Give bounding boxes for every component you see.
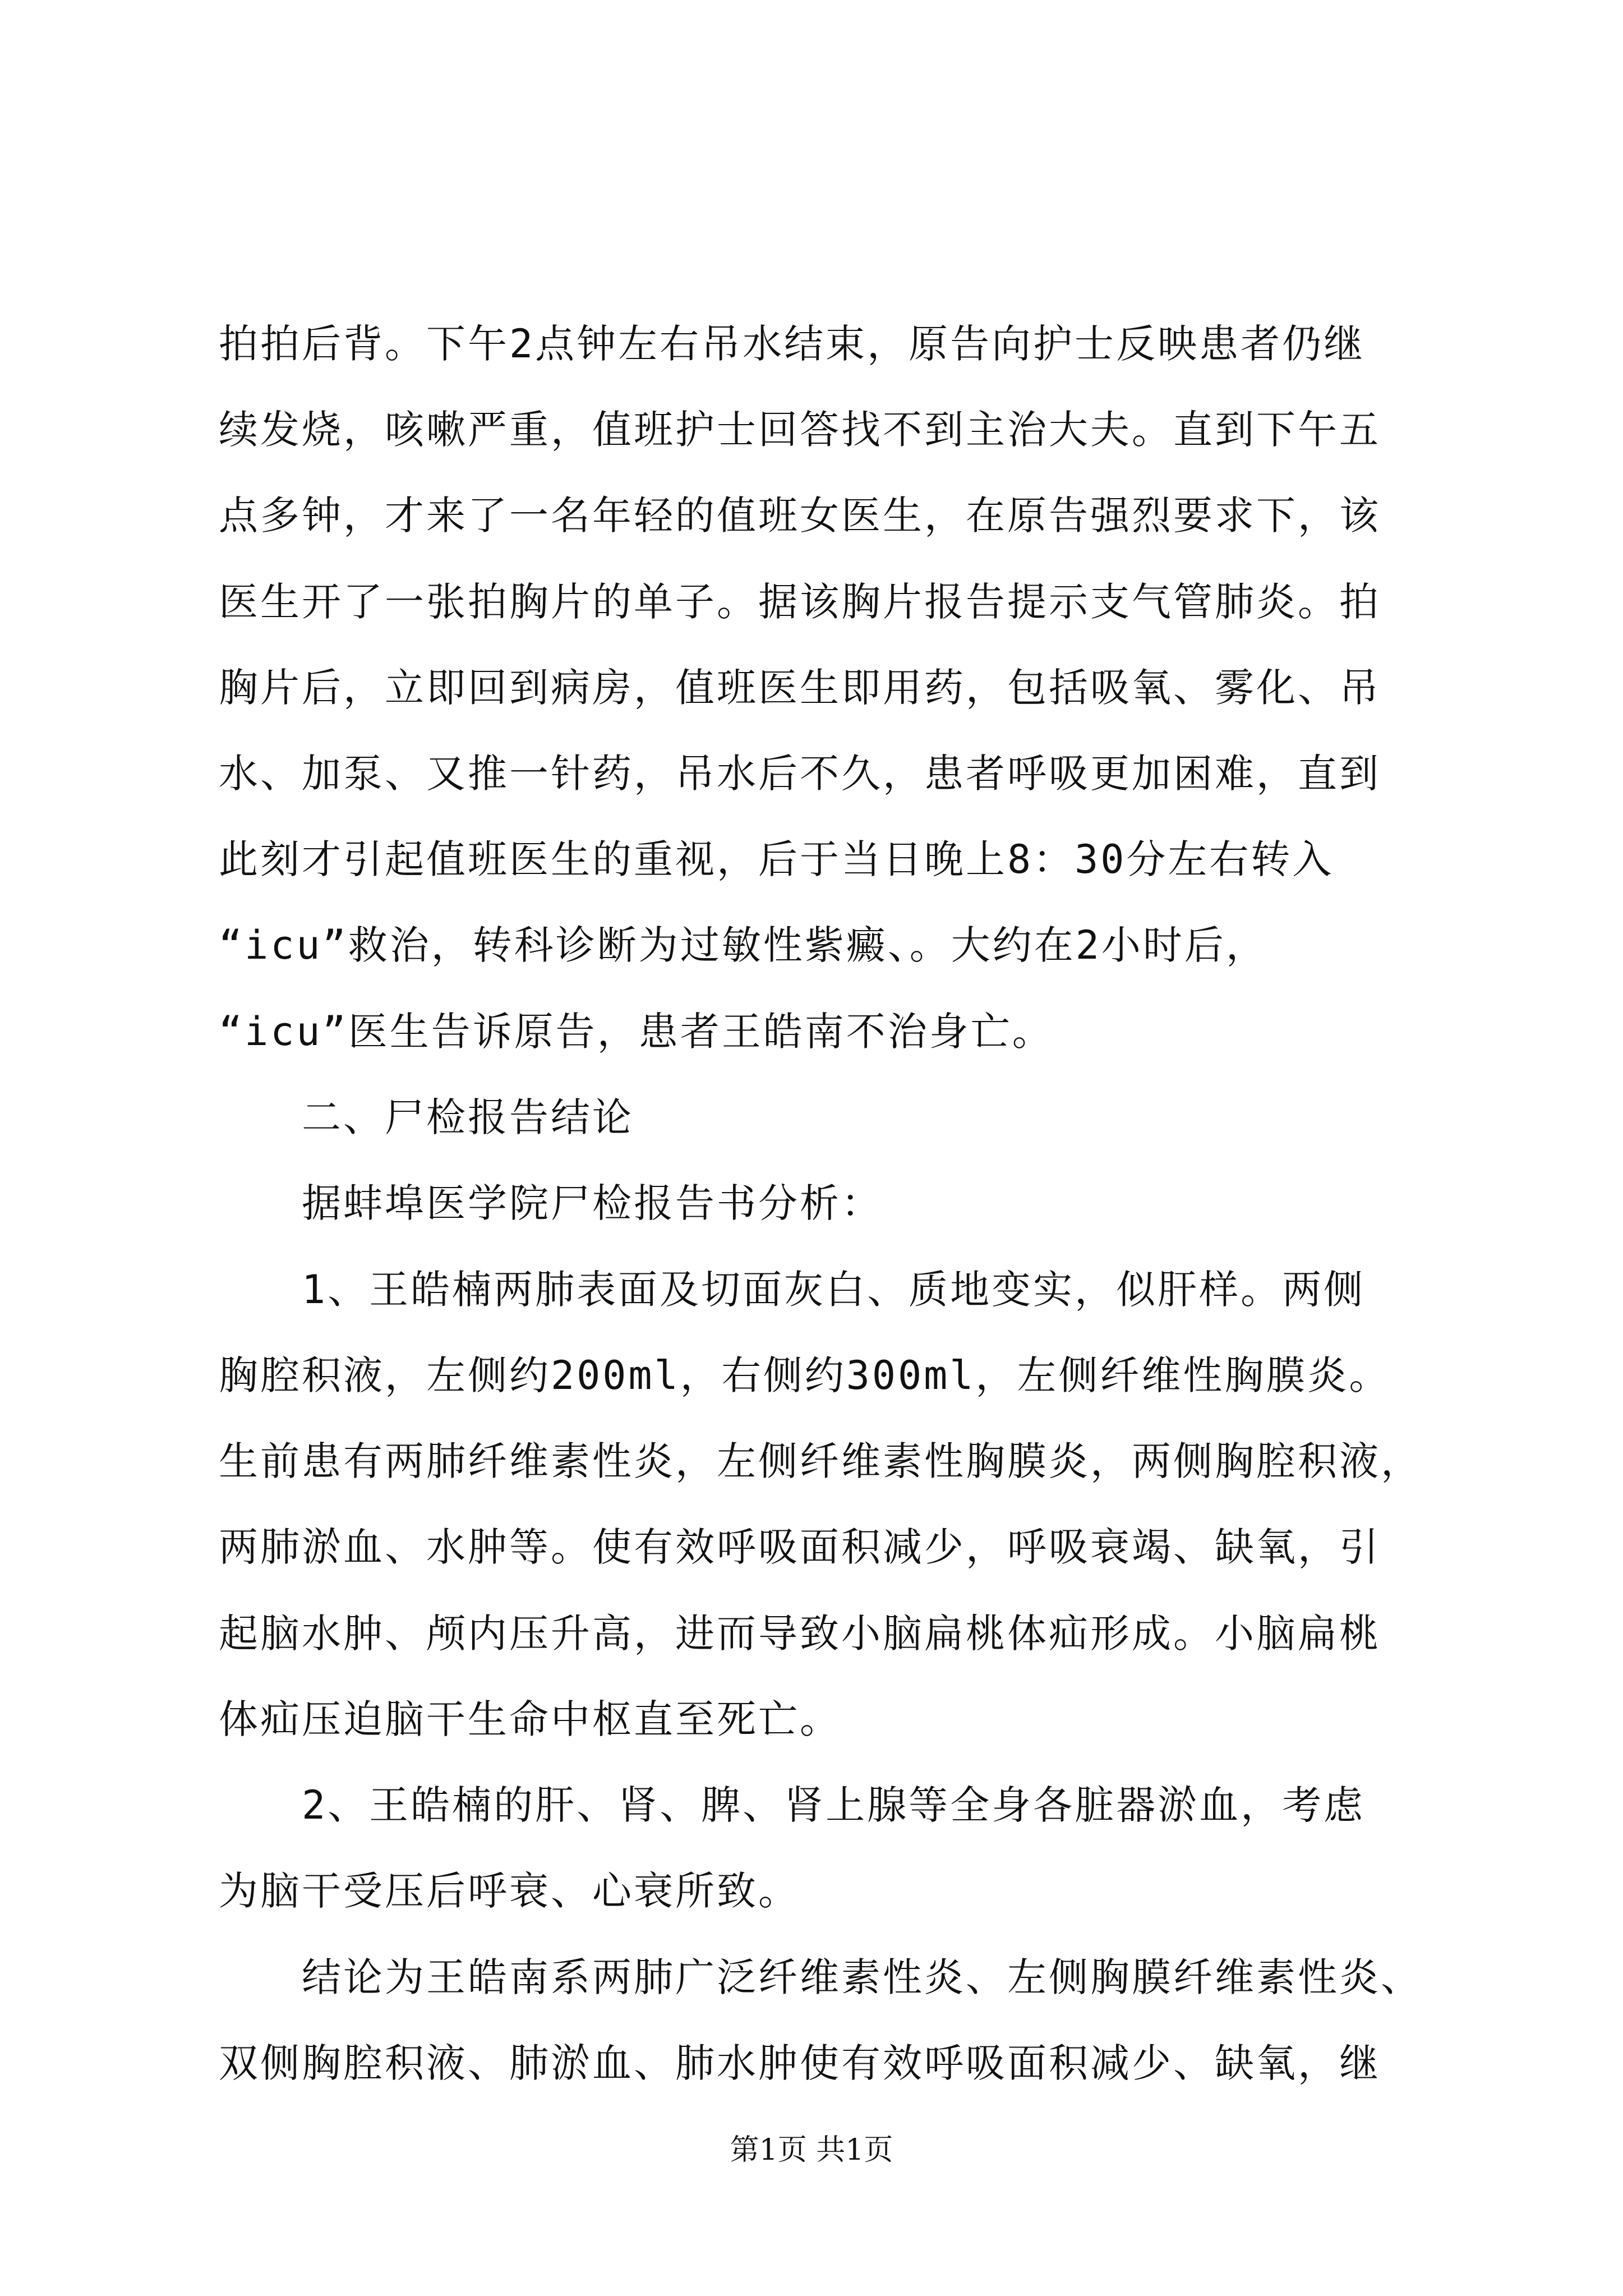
text-line: 胸腔积液，左侧约200ml，右侧约300ml，左侧纤维性胸膜炎。	[219, 1352, 1391, 1398]
text-line: 此刻才引起值班医生的重视，后于当日晚上8：30分左右转入	[219, 836, 1334, 882]
text-line: 点多钟，才来了一名年轻的值班女医生，在原告强烈要求下，该	[219, 493, 1381, 539]
text-line: 据蚌埠医学院尸检报告书分析：	[302, 1180, 883, 1226]
text-line: 生前患有两肺纤维素性炎，左侧纤维素性胸膜炎，两侧胸腔积液，	[219, 1438, 1422, 1484]
text-line: “icu”医生告诉原告，患者王皓南不治身亡。	[219, 1009, 1054, 1055]
page-footer: 第1页 共1页	[730, 2133, 893, 2167]
text-line: 起脑水肿、颅内压升高，进而导致小脑扁桃体疝形成。小脑扁桃	[219, 1611, 1381, 1657]
text-line: 为脑干受压后呼衰、心衰所致。	[219, 1868, 800, 1914]
text-line: 医生开了一张拍胸片的单子。据该胸片报告提示支气管肺炎。拍	[219, 579, 1381, 625]
text-line: 双侧胸腔积液、肺淤血、肺水肿使有效呼吸面积减少、缺氧，继	[219, 2040, 1381, 2086]
text-line: 拍拍后背。下午2点钟左右吊水结束，原告向护士反映患者仍继	[219, 321, 1366, 367]
text-line: 续发烧，咳嗽严重，值班护士回答找不到主治大夫。直到下午五	[219, 407, 1381, 453]
section-heading: 二、尸检报告结论	[302, 1094, 634, 1140]
text-line: 体疝压迫脑干生命中枢直至死亡。	[219, 1696, 841, 1742]
text-line: 胸片后，立即回到病房，值班医生即用药，包括吸氧、雾化、吊	[219, 665, 1381, 711]
text-line: 1、王皓楠两肺表面及切面灰白、质地变实，似肝样。两侧	[302, 1267, 1366, 1313]
text-line: 水、加泵、又推一针药，吊水后不久，患者呼吸更加困难，直到	[219, 751, 1381, 797]
text-line: 2、王皓楠的肝、肾、脾、肾上腺等全身各脏器淤血，考虑	[302, 1782, 1366, 1828]
text-line: “icu”救治，转科诊断为过敏性紫癜、。大约在2小时后，	[219, 922, 1267, 968]
text-line: 结论为王皓南系两肺广泛纤维素性炎、左侧胸膜纤维素性炎、	[302, 1954, 1422, 2000]
text-line: 两肺淤血、水肿等。使有效呼吸面积减少，呼吸衰竭、缺氧，引	[219, 1524, 1381, 1570]
